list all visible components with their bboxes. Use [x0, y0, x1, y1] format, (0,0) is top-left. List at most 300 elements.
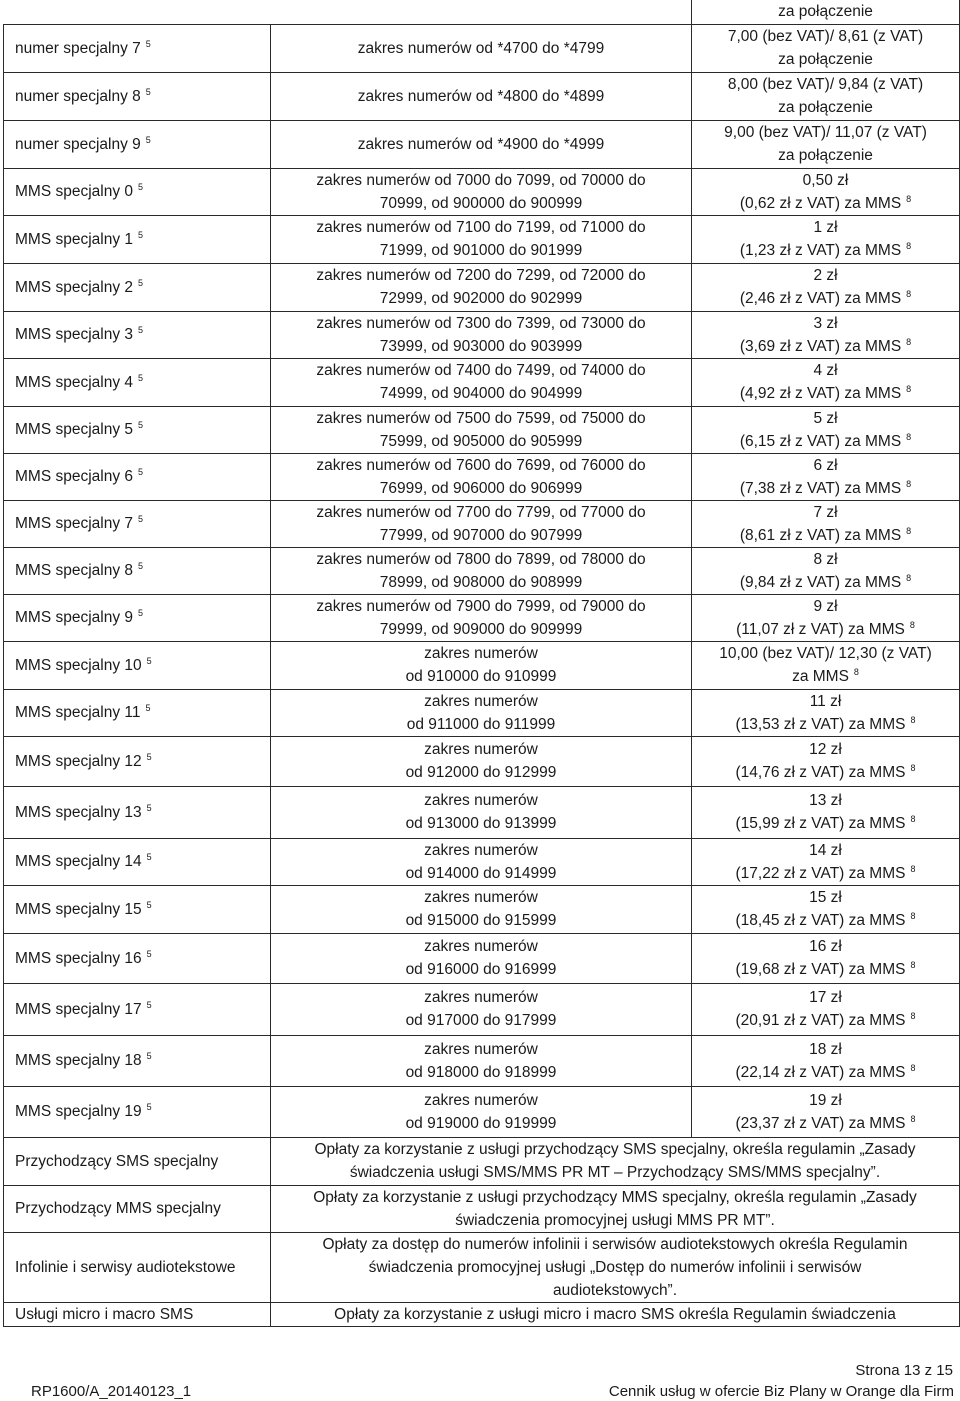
- service-name: MMS specjalny 4: [15, 373, 134, 391]
- footnote-ref: 5: [138, 325, 144, 335]
- footnote-ref: 8: [906, 193, 912, 204]
- price-text: 6 zł: [813, 456, 838, 474]
- footnote-ref: 5: [146, 852, 152, 862]
- number-range-line: 76999, od 906000 do 906999: [379, 479, 583, 497]
- footnote-ref: 5: [138, 229, 144, 240]
- price-cell: [692, 1086, 960, 1137]
- footnote-ref: 5: [138, 182, 144, 192]
- number-range-line: zakres numerów: [424, 938, 538, 955]
- note-cell: [271, 1232, 960, 1302]
- number-range-line: od 919000 do 919999: [405, 1114, 557, 1132]
- footnote-ref: 5: [146, 999, 152, 1010]
- price-text: za połączenie: [778, 51, 873, 68]
- price-cell: [692, 263, 960, 311]
- number-range-cell: [271, 547, 692, 594]
- price-text: (8,61 zł z VAT) za MMS: [739, 526, 902, 544]
- price-cell: [692, 641, 960, 689]
- footnote-ref: 5: [146, 899, 152, 910]
- footnote-ref: 8: [910, 1113, 916, 1124]
- table-row: [4, 1086, 960, 1137]
- price-line: [692, 48, 959, 71]
- number-range-line: 73999, od 903000 do 903999: [379, 337, 583, 355]
- number-range-line: zakres numerów od 7100 do 7199, od 71000 do: [316, 219, 646, 236]
- note-cell: [271, 1302, 960, 1326]
- table-row-note: [4, 1137, 960, 1185]
- service-name: MMS specjalny 13: [15, 803, 142, 821]
- price-line: [692, 454, 959, 477]
- price-text: za MMS: [792, 668, 849, 685]
- service-name: Przychodzący SMS specjalny: [15, 1152, 219, 1170]
- note-line: Opłaty za dostęp do numerów infolinii i serwisów audiotekstowych określa Regulamin: [322, 1235, 908, 1253]
- price-cell: [692, 885, 960, 933]
- footnote-ref: 8: [906, 384, 912, 394]
- price-line: [692, 761, 959, 784]
- price-cell: [692, 453, 960, 500]
- price-text: 11 zł: [809, 692, 842, 710]
- service-name: MMS specjalny 17: [15, 1000, 142, 1018]
- price-text: 10,00 (bez VAT)/ 12,30 (z VAT): [719, 645, 932, 662]
- price-line: [692, 1009, 959, 1032]
- footnote-ref: 8: [910, 960, 916, 970]
- price-text: 9,00 (bez VAT)/ 11,07 (z VAT): [724, 124, 927, 141]
- note-line: Opłaty za korzystanie z usługi przychodzący MMS specjalny, określa regulamin „Zasady: [313, 1188, 917, 1206]
- footnote-ref: 5: [138, 277, 144, 288]
- price-line: [692, 407, 959, 430]
- table-row: [4, 453, 960, 500]
- number-range-line: zakres numerów od 7500 do 7599, od 75000 do: [316, 409, 646, 427]
- service-name: MMS specjalny 18: [15, 1052, 142, 1069]
- service-name-cell: [4, 786, 271, 838]
- price-text: (17,22 zł z VAT) za MMS: [735, 864, 906, 882]
- number-range-cell: [271, 311, 692, 358]
- price-line: [692, 548, 959, 571]
- footnote-ref: 8: [906, 431, 912, 442]
- table-row: [4, 24, 960, 72]
- service-name: MMS specjalny 11: [15, 704, 141, 721]
- note-line: audiotekstowych”.: [552, 1281, 678, 1299]
- price-line: [692, 812, 959, 835]
- price-text: 18 zł: [809, 1040, 842, 1058]
- number-range-cell: [271, 263, 692, 311]
- note-line: świadczenia promocyjnej usługi „Dostęp do numerów infolinii i serwisów: [368, 1258, 862, 1276]
- footnote-ref: 5: [145, 134, 151, 145]
- price-cell: [692, 500, 960, 547]
- price-text: (7,38 zł z VAT) za MMS: [739, 479, 902, 497]
- price-line: [692, 264, 959, 287]
- price-line: [692, 144, 959, 167]
- service-name-cell: [4, 120, 271, 168]
- footnote-ref: 5: [138, 420, 144, 430]
- number-range-cell: [271, 594, 692, 641]
- table-row: [4, 500, 960, 547]
- price-cell: [692, 358, 960, 406]
- number-range-line: zakres numerów: [424, 989, 538, 1006]
- price-text: (1,23 zł z VAT) za MMS: [739, 242, 902, 259]
- number-range-line: 72999, od 902000 do 902999: [379, 290, 583, 307]
- number-range-cell: [271, 885, 692, 933]
- price-line: [692, 25, 959, 48]
- price-line: [692, 986, 959, 1009]
- footnote-ref: 5: [146, 802, 152, 813]
- price-cell: [692, 786, 960, 838]
- note-cell: [271, 1137, 960, 1185]
- page-number: Strona 13 z 15: [855, 1362, 953, 1379]
- note-line: Opłaty za korzystanie z usługi micro i macro SMS określa Regulamin świadczenia: [334, 1305, 896, 1323]
- footnote-ref: 8: [910, 911, 916, 921]
- table-row: [4, 689, 960, 736]
- table-row: [4, 72, 960, 120]
- price-text: 5 zł: [813, 409, 838, 427]
- service-name-cell: [4, 500, 271, 547]
- service-name-cell: [4, 1185, 271, 1232]
- price-line: [692, 96, 959, 119]
- price-cell: [692, 933, 960, 983]
- price-cell: [692, 311, 960, 358]
- table-row: [4, 358, 960, 406]
- service-name: MMS specjalny 9: [15, 609, 134, 626]
- document-code: RP1600/A_20140123_1: [31, 1383, 192, 1400]
- price-line: [692, 909, 959, 932]
- service-name: MMS specjalny 1: [15, 230, 134, 248]
- number-range-line: zakres numerów od *4800 do *4899: [357, 87, 605, 105]
- table-row: [4, 933, 960, 983]
- service-name-cell: [4, 983, 271, 1035]
- service-name-cell: [4, 689, 271, 736]
- number-range-line: od 915000 do 915999: [405, 912, 557, 929]
- service-name-cell: [4, 1137, 271, 1185]
- price-text: (4,92 zł z VAT) za MMS: [739, 385, 902, 402]
- number-range-cell: [271, 1035, 692, 1086]
- note-cell: [271, 1185, 960, 1232]
- number-range-line: 77999, od 907000 do 907999: [379, 526, 583, 544]
- service-name: Usługi micro i macro SMS: [15, 1305, 194, 1323]
- service-name: MMS specjalny 0: [15, 183, 134, 200]
- price-line: [692, 216, 959, 239]
- table-row: [4, 641, 960, 689]
- price-text: 8,00 (bez VAT)/ 9,84 (z VAT): [727, 76, 924, 93]
- price-line: [692, 121, 959, 144]
- footnote-ref: 5: [138, 372, 144, 383]
- note-line: Opłaty za korzystanie z usługi przychodzący SMS specjalny, określa regulamin „Zasady: [314, 1141, 916, 1158]
- number-range-line: zakres numerów od 7800 do 7899, od 78000 do: [316, 550, 646, 568]
- number-range-line: zakres numerów: [424, 792, 538, 809]
- number-range-cell: [271, 933, 692, 983]
- table-row: [4, 406, 960, 453]
- price-cell: [692, 736, 960, 786]
- price-text: 7,00 (bez VAT)/ 8,61 (z VAT): [727, 28, 924, 45]
- price-text: (14,76 zł z VAT) za MMS: [735, 764, 906, 781]
- number-range-cell: [271, 406, 692, 453]
- price-text: (0,62 zł z VAT) za MMS: [739, 194, 902, 212]
- price-line: [692, 1089, 959, 1112]
- footnote-ref: 5: [146, 1051, 152, 1061]
- table-row: [4, 594, 960, 641]
- footnote-ref: 8: [906, 289, 912, 299]
- price-cell: [692, 215, 960, 263]
- footnote-ref: 5: [138, 467, 144, 477]
- price-line: [692, 571, 959, 594]
- number-range-line: zakres numerów od 7700 do 7799, od 77000 do: [316, 503, 646, 521]
- price-line: [692, 958, 959, 981]
- number-range-cell: [271, 453, 692, 500]
- service-name-cell: [4, 1232, 271, 1302]
- footnote-ref: 5: [146, 948, 152, 959]
- service-name-cell: [4, 1035, 271, 1086]
- footnote-ref: 8: [910, 814, 916, 824]
- footnote-ref: 8: [906, 241, 912, 251]
- service-name: MMS specjalny 10: [15, 656, 142, 674]
- footnote-ref: 5: [138, 514, 144, 524]
- service-name: MMS specjalny 16: [15, 949, 142, 967]
- price-text: 15 zł: [809, 889, 842, 906]
- table-row: [4, 1035, 960, 1086]
- number-range-line: od 913000 do 913999: [405, 815, 557, 832]
- footnote-ref: 8: [853, 667, 859, 677]
- service-name-cell: [4, 72, 271, 120]
- footnote-ref: 8: [910, 1011, 916, 1021]
- price-line: [692, 595, 959, 618]
- table-row-note: [4, 1185, 960, 1232]
- number-range-line: 78999, od 908000 do 908999: [379, 573, 583, 591]
- number-range-line: 71999, od 901000 do 901999: [379, 242, 583, 259]
- table-row: [4, 168, 960, 215]
- service-name-cell: [4, 838, 271, 885]
- price-line: [692, 642, 959, 665]
- price-line: [692, 713, 959, 736]
- table-row-header-continuation: [4, 0, 960, 24]
- table-row: [4, 786, 960, 838]
- price-text: (22,14 zł z VAT) za MMS: [735, 1063, 906, 1081]
- service-name-cell: [4, 406, 271, 453]
- service-name: MMS specjalny 8: [15, 562, 134, 579]
- service-name-cell: [4, 547, 271, 594]
- price-text: 16 zł: [809, 938, 842, 955]
- number-range-line: zakres numerów od 7400 do 7499, od 74000 do: [316, 362, 646, 379]
- price-text: 7 zł: [813, 503, 838, 521]
- number-range-line: od 910000 do 910999: [405, 668, 557, 685]
- price-text: 9 zł: [813, 597, 838, 615]
- service-name-cell: [4, 168, 271, 215]
- price-line: [692, 382, 959, 405]
- service-name-cell: [4, 641, 271, 689]
- note-line: świadczenia usługi SMS/MMS PR MT – Przychodzący SMS/MMS specjalny”.: [349, 1164, 881, 1181]
- table-row: [4, 311, 960, 358]
- footnote-ref: 8: [910, 763, 916, 773]
- number-range-cell: [271, 120, 692, 168]
- price-line: [692, 1038, 959, 1061]
- price-text: (9,84 zł z VAT) za MMS: [739, 573, 902, 591]
- number-range-line: od 911000 do 911999: [406, 715, 556, 733]
- footnote-ref: 5: [138, 608, 144, 618]
- price-line: [692, 430, 959, 453]
- price-text: 12 zł: [809, 741, 842, 758]
- footnote-ref: 8: [910, 1062, 916, 1073]
- price-cell: [692, 406, 960, 453]
- price-text: 2 zł: [813, 267, 838, 284]
- footnote-ref: 8: [910, 863, 916, 874]
- price-line: [692, 287, 959, 310]
- service-name: MMS specjalny 6: [15, 468, 134, 485]
- service-name: Przychodzący MMS specjalny: [15, 1200, 221, 1217]
- number-range-line: zakres numerów: [424, 889, 538, 906]
- table-row: [4, 263, 960, 311]
- number-range-line: zakres numerów od 7600 do 7699, od 76000 do: [316, 456, 646, 474]
- price-cell: [692, 689, 960, 736]
- price-table: [3, 0, 960, 1327]
- number-range-line: zakres numerów od *4900 do *4999: [357, 135, 605, 153]
- price-line: [692, 335, 959, 358]
- footnote-ref: 8: [906, 336, 912, 347]
- service-name-cell: [4, 24, 271, 72]
- table-row: [4, 983, 960, 1035]
- number-range-line: zakres numerów od 7300 do 7399, od 73000 do: [316, 314, 646, 332]
- table-row-note: [4, 1302, 960, 1326]
- price-text: 3 zł: [813, 314, 838, 332]
- service-name-cell: [4, 933, 271, 983]
- number-range-line: zakres numerów: [424, 692, 538, 710]
- price-line: [692, 690, 959, 713]
- footnote-ref: 8: [906, 525, 912, 536]
- price-line: [692, 738, 959, 761]
- price-table-body: [4, 0, 960, 1326]
- number-range-line: od 916000 do 916999: [405, 961, 557, 978]
- price-text: (13,53 zł z VAT) za MMS: [735, 715, 906, 733]
- number-range-cell: [271, 983, 692, 1035]
- service-name: numer specjalny 8: [15, 87, 141, 105]
- table-row: [4, 736, 960, 786]
- number-range-cell: [271, 215, 692, 263]
- price-line: [692, 501, 959, 524]
- footnote-ref: 5: [146, 655, 152, 666]
- price-text: (15,99 zł z VAT) za MMS: [735, 815, 906, 832]
- number-range-cell: [271, 24, 692, 72]
- price-text: za połączenie: [778, 99, 873, 116]
- service-name-cell: [4, 736, 271, 786]
- footnote-ref: 5: [146, 1102, 152, 1112]
- service-name-cell: [4, 594, 271, 641]
- footnote-ref: 5: [138, 561, 144, 571]
- service-name: MMS specjalny 2: [15, 278, 134, 296]
- number-range-line: od 917000 do 917999: [405, 1012, 557, 1029]
- table-row: [4, 885, 960, 933]
- price-line: [692, 359, 959, 382]
- footnote-ref: 8: [906, 478, 912, 489]
- table-row-note: [4, 1232, 960, 1302]
- service-name-cell: [4, 885, 271, 933]
- service-name-cell: [4, 1302, 271, 1326]
- price-line: [692, 665, 959, 688]
- table-row: [4, 838, 960, 885]
- price-text: 8 zł: [813, 550, 838, 568]
- price-text: za połączenie: [778, 147, 873, 164]
- service-name: MMS specjalny 14: [15, 853, 142, 870]
- price-text: 4 zł: [813, 362, 838, 379]
- price-text: 0,50 zł: [802, 171, 849, 189]
- empty-cell: [4, 0, 271, 24]
- service-name: Infolinie i serwisy audiotekstowe: [15, 1258, 236, 1276]
- price-line: [692, 524, 959, 547]
- number-range-cell: [271, 500, 692, 547]
- service-name-cell: [4, 311, 271, 358]
- service-name-cell: [4, 215, 271, 263]
- number-range-line: zakres numerów: [424, 841, 538, 859]
- number-range-cell: [271, 358, 692, 406]
- note-line: świadczenia promocyjnej usługi MMS PR MT”.: [455, 1211, 775, 1229]
- footnote-ref: 8: [909, 619, 915, 630]
- number-range-line: zakres numerów od 7000 do 7099, od 70000 do: [316, 171, 646, 189]
- price-cell: [692, 168, 960, 215]
- number-range-cell: [271, 72, 692, 120]
- price-line: [692, 73, 959, 96]
- service-name: numer specjalny 7: [15, 39, 141, 57]
- footnote-ref: 8: [910, 714, 916, 725]
- price-cell: [692, 1035, 960, 1086]
- number-range-line: 70999, od 900000 do 900999: [379, 194, 583, 212]
- price-text: 17 zł: [809, 989, 842, 1006]
- price-cell: [692, 72, 960, 120]
- footnote-ref: 8: [906, 572, 912, 583]
- number-range-line: zakres numerów od *4700 do *4799: [357, 39, 605, 57]
- price-line: [692, 1061, 959, 1084]
- service-name-cell: [4, 358, 271, 406]
- price-text: 13 zł: [809, 792, 842, 809]
- price-line: [692, 312, 959, 335]
- number-range-cell: [271, 689, 692, 736]
- number-range-cell: [271, 168, 692, 215]
- footnote-ref: 5: [145, 86, 151, 97]
- footnote-ref: 5: [145, 38, 151, 49]
- price-text: (6,15 zł z VAT) za MMS: [739, 432, 902, 450]
- price-line: [692, 1112, 959, 1135]
- price-line: [692, 839, 959, 862]
- price-text: (19,68 zł z VAT) za MMS: [735, 961, 906, 978]
- number-range-line: od 918000 do 918999: [405, 1063, 557, 1081]
- price-line: [692, 886, 959, 909]
- price-cell: [692, 594, 960, 641]
- number-range-cell: [271, 1086, 692, 1137]
- price-line: [692, 862, 959, 885]
- price-line: [692, 477, 959, 500]
- price-text: (11,07 zł z VAT) za MMS: [736, 620, 905, 638]
- service-name-cell: [4, 453, 271, 500]
- number-range-line: zakres numerów: [424, 741, 538, 758]
- number-range-line: zakres numerów od 7200 do 7299, od 72000 do: [316, 267, 646, 284]
- price-text: (3,69 zł z VAT) za MMS: [739, 337, 902, 355]
- continuation-text: za połączenie: [692, 0, 960, 24]
- price-line: [692, 169, 959, 192]
- price-text: (23,37 zł z VAT) za MMS: [735, 1114, 906, 1132]
- number-range-line: zakres numerów: [424, 1091, 538, 1109]
- price-cell: [692, 547, 960, 594]
- number-range-line: 75999, od 905000 do 905999: [379, 432, 583, 450]
- price-text: 1 zł: [813, 219, 838, 236]
- service-name: MMS specjalny 19: [15, 1103, 142, 1120]
- number-range-line: 79999, od 909000 do 909999: [379, 620, 583, 638]
- document-title: Cennik usług w ofercie Biz Plany w Orange dla Firm: [608, 1383, 954, 1400]
- service-name: MMS specjalny 12: [15, 752, 142, 770]
- price-cell: [692, 120, 960, 168]
- price-line: [692, 789, 959, 812]
- number-range-cell: [271, 736, 692, 786]
- footnote-ref: 5: [145, 703, 151, 713]
- price-line: [692, 935, 959, 958]
- number-range-line: od 912000 do 912999: [405, 764, 557, 781]
- number-range-line: zakres numerów: [424, 1040, 538, 1058]
- service-name: numer specjalny 9: [15, 135, 141, 153]
- price-line: [692, 192, 959, 215]
- price-text: 14 zł: [809, 841, 842, 859]
- service-name: MMS specjalny 7: [15, 515, 134, 532]
